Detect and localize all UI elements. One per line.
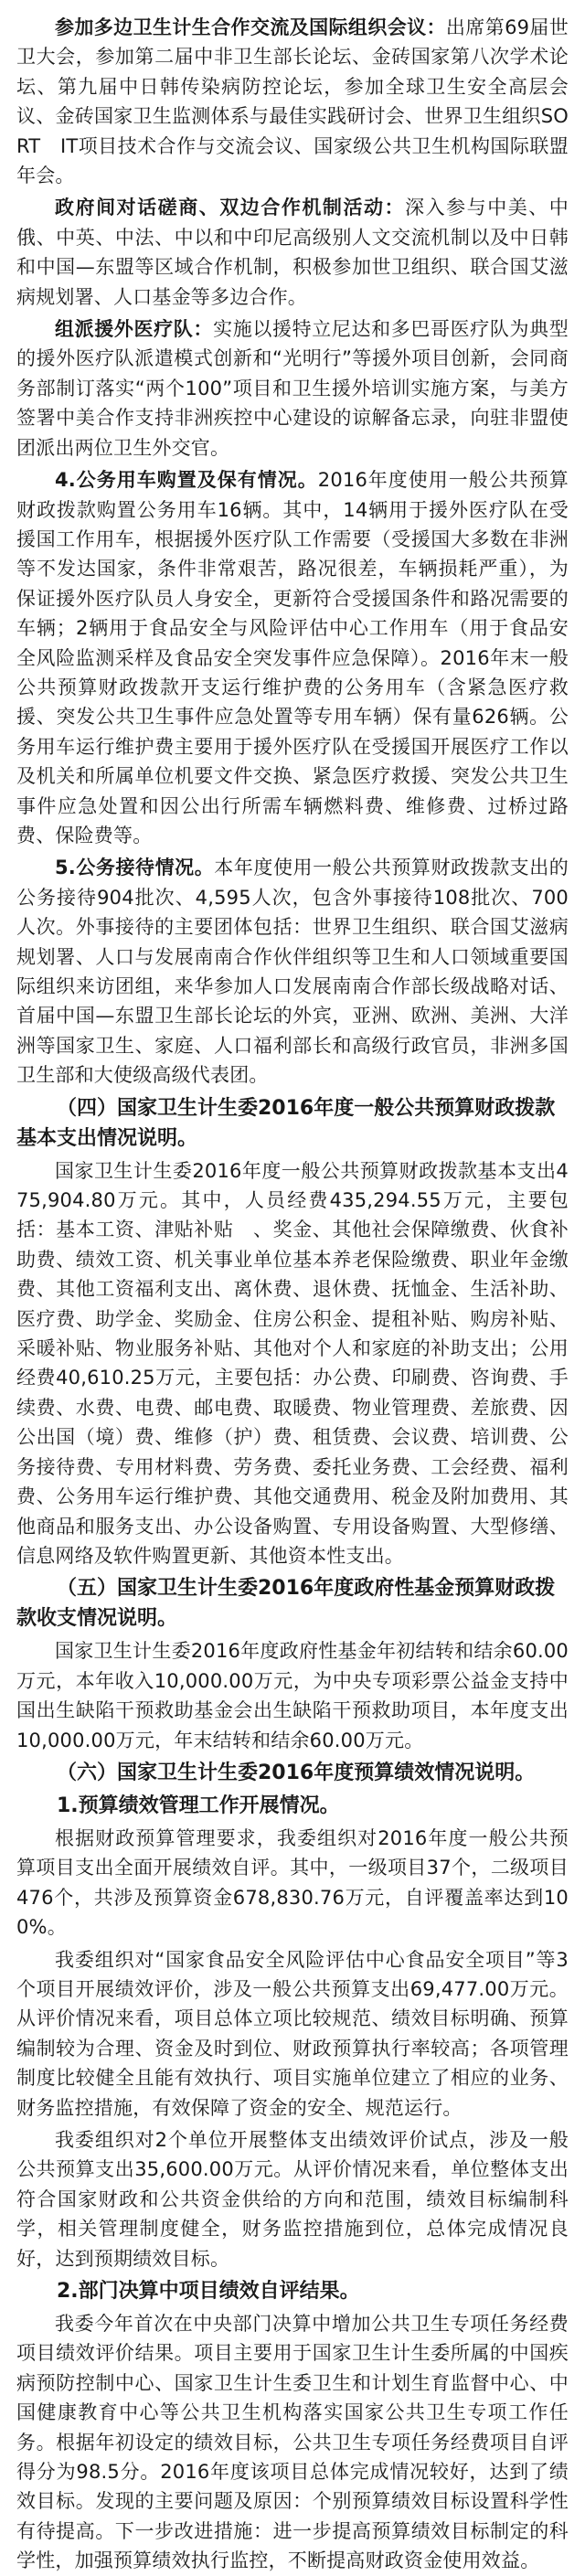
paragraph-dialogue bbox=[16, 193, 569, 312]
section6-p4: 我委今年首次在中央部门决算中增加公共卫生专项任务经费项目绩效评价结果。项目主要用于国家卫生计生委所属的中国疾病预防控制中心、国家卫生计生委卫生和计划生育监督中心、中国健康教育中心等公共卫生机构落实国家公共卫生专项工作任务。根据年初设定的绩效目标，公共卫生专项任务经费项目自评得分为98.5分。2016年度该项目总体完成情况较好，达到了绩效目标。发现的主要问题及原因：个别预算绩效目标设置科学性有待提高。下一步改进措施：进一步提高预算绩效目标制定的科学性，加强预算绩效执行监控，不断提高财政资金使用效益。 bbox=[16, 2313, 569, 2572]
section6-sub1: 1.预算绩效管理工作开展情况。 bbox=[57, 1794, 340, 1817]
section6-p3: 我委组织对2个单位开展整体支出绩效评价试点，涉及一般公共预算支出35,600.00万元。从评价情况来看，单位整体支出符合国家财政和公共资金供给的方向和范围，绩效目标编制科学，相关管理制度健全，财务监控措施到位，总体完成情况良好，达到预期绩效目标。 bbox=[16, 2129, 569, 2270]
paragraph-text: 深入参与中美、中俄、中英、中法、中以和中印尼高级别人文交流机制以及中日韩和中国—东盟等区域合作机制，积极参加世卫组织、联合国艾滋病规划署、人口基金等多边合作。 bbox=[16, 197, 569, 308]
document-body bbox=[16, 0, 569, 2576]
section6-p2: 我委组织对“国家食品安全风险评估中心食品安全项目”等3个项目开展绩效评价，涉及一般公共预算支出69,477.00万元。从评价情况来看，项目总体立项比较规范、绩效目标明确、预算编制较为合理、资金及时到位、财政预算执行率较高；各项管理制度比较健全且能有效执行、项目实施单位建立了相应的业务、财务监控措施，有效保障了资金的安全、规范运行。 bbox=[16, 1948, 569, 2119]
paragraph-vehicles bbox=[16, 465, 569, 850]
section6-p1: 根据财政预算管理要求，我委组织对2016年度一般公共预算项目支出全面开展绩效自评。其中，一级项目37个，二级项目476个，共涉及预算资金678,830.76万元，自评覆盖率达到100%。 bbox=[16, 1826, 569, 1939]
paragraph-medical-team bbox=[16, 314, 569, 463]
section5-text: 国家卫生计生委2016年度政府性基金年初结转和结余60.00万元，本年收入10,000.00万元，为中央专项彩票公益金支持中国出生缺陷干预救助基金会出生缺陷干预救助项目，本年度支出10,000.00万元，年末结转和结余60.00万元。 bbox=[16, 1640, 569, 1751]
paragraph-lead: 组派援外医疗队： bbox=[55, 318, 214, 341]
paragraph-lead: 4.公务用车购置及保有情况。 bbox=[55, 469, 318, 492]
paragraph-reception bbox=[16, 853, 569, 1090]
section4-text: 国家卫生计生委2016年度一般公共预算财政拨款基本支出475,904.80万元。其中，人员经费435,294.55万元，主要包括：基本工资、津贴补贴 、奖金、其他社会保障缴费、伙食补助费、绩效工资、机关事业单位基本养老保险缴费、职业年金缴费、其他工资福利支出、离休费、退休费、抚恤金、生活补助、医疗费、助学金、奖励金、住房公积金、提租补贴、购房补贴、采暖补贴、物业服务补贴、其他对个人和家庭的补助支出；公用经费40,610.25万元，主要包括：办公费、印刷费、咨询费、手续费、水费、电费、邮电费、取暖费、物业管理费、差旅费、因公出国（境）费、维修（护）费、租赁费、会议费、培训费、公务接待费、专用材料费、劳务费、委托业务费、工会经费、福利费、公务用车运行维护费、其他交通费用、税金及附加费用、其他商品和服务支出、办公设备购置、专用设备购置、大型修缮、信息网络及软件购置更新、其他资本性支出。 bbox=[16, 1159, 569, 1567]
section5-heading: （五）国家卫生计生委2016年度政府性基金预算财政拨款收支情况说明。 bbox=[16, 1577, 556, 1631]
paragraph-lead: 参加多边卫生计生合作交流及国际组织会议： bbox=[55, 16, 446, 38]
paragraph-multilateral bbox=[16, 13, 569, 190]
paragraph-lead: 5.公务接待情况。 bbox=[55, 857, 215, 879]
section6-heading: （六）国家卫生计生委2016年度预算绩效情况说明。 bbox=[57, 1761, 536, 1784]
paragraph-text: 本年度使用一般公共预算财政拨款支出的公务接待904批次、4,595人次，包含外事接待108批次、700人次。外事接待的主要团体包括：世界卫生组织、联合国艾滋病规划署、人口与发展南南合作伙伴组织等卫生和人口领域重要国际组织来访团组，来华参加人口发展南南合作部长级战略对话、首届中国—东盟卫生部长论坛的外宾，亚洲、欧洲、美洲、大洋洲等国家卫生、家庭、人口福利部长和高级行政官员，非洲多国卫生部和大使级高级代表团。 bbox=[16, 857, 569, 1087]
paragraph-text: 2016年度使用一般公共预算财政拨款购置公务用车16辆。其中，14辆用于援外医疗队在受援国工作用车，根据援外医疗队工作需要（受援国大多数在非洲等不发达国家，条件非常艰苦，路况很差，车辆损耗严重），为保证援外医疗队员人身安全，更新符合受援国条件和路况需要的车辆；2辆用于食品安全与风险评估中心工作用车（用于食品安全风险监测采样及食品安全突发事件应急保障）。2016年末一般公共预算财政拨款开支运行维护费的公务用车（含紧急医疗救援、突发公共卫生事件应急处置等专用车辆）保有量626辆。公务用车运行维护费主要用于援外医疗队在受援国开展医疗工作以及机关和所属单位机要文件交换、紧急医疗救援、突发公共卫生事件应急处置和因公出行所需车辆燃料费、维修费、过桥过路费、保险费等。 bbox=[16, 469, 569, 846]
section6-sub2: 2.部门决算中项目绩效自评结果。 bbox=[57, 2280, 360, 2304]
paragraph-text: 实施以援特立尼达和多巴哥医疗队为典型的援外医疗队派遣模式创新和“光明行”等援外项目创新，会同商务部制订落实“两个100”项目和卫生援外培训实施方案，与美方签署中美合作支持非洲疾控中心建设的谅解备忘录，向驻非盟使团派出两位卫生外交官。 bbox=[16, 318, 569, 459]
section4-heading: （四）国家卫生计生委2016年度一般公共预算财政拨款基本支出情况说明。 bbox=[16, 1096, 556, 1150]
paragraph-lead: 政府间对话磋商、双边合作机制活动： bbox=[55, 197, 406, 219]
paragraph-text: 出席第69届世卫大会，参加第二届中非卫生部长论坛、金砖国家第八次学术论坛、第九届中日韩传染病防控论坛，参加全球卫生安全高层会议、金砖国家卫生监测体系与最佳实践研讨会、世界卫生组织SORT IT项目技术合作与交流会议、国家级公共卫生机构国际联盟年会。 bbox=[16, 16, 569, 187]
